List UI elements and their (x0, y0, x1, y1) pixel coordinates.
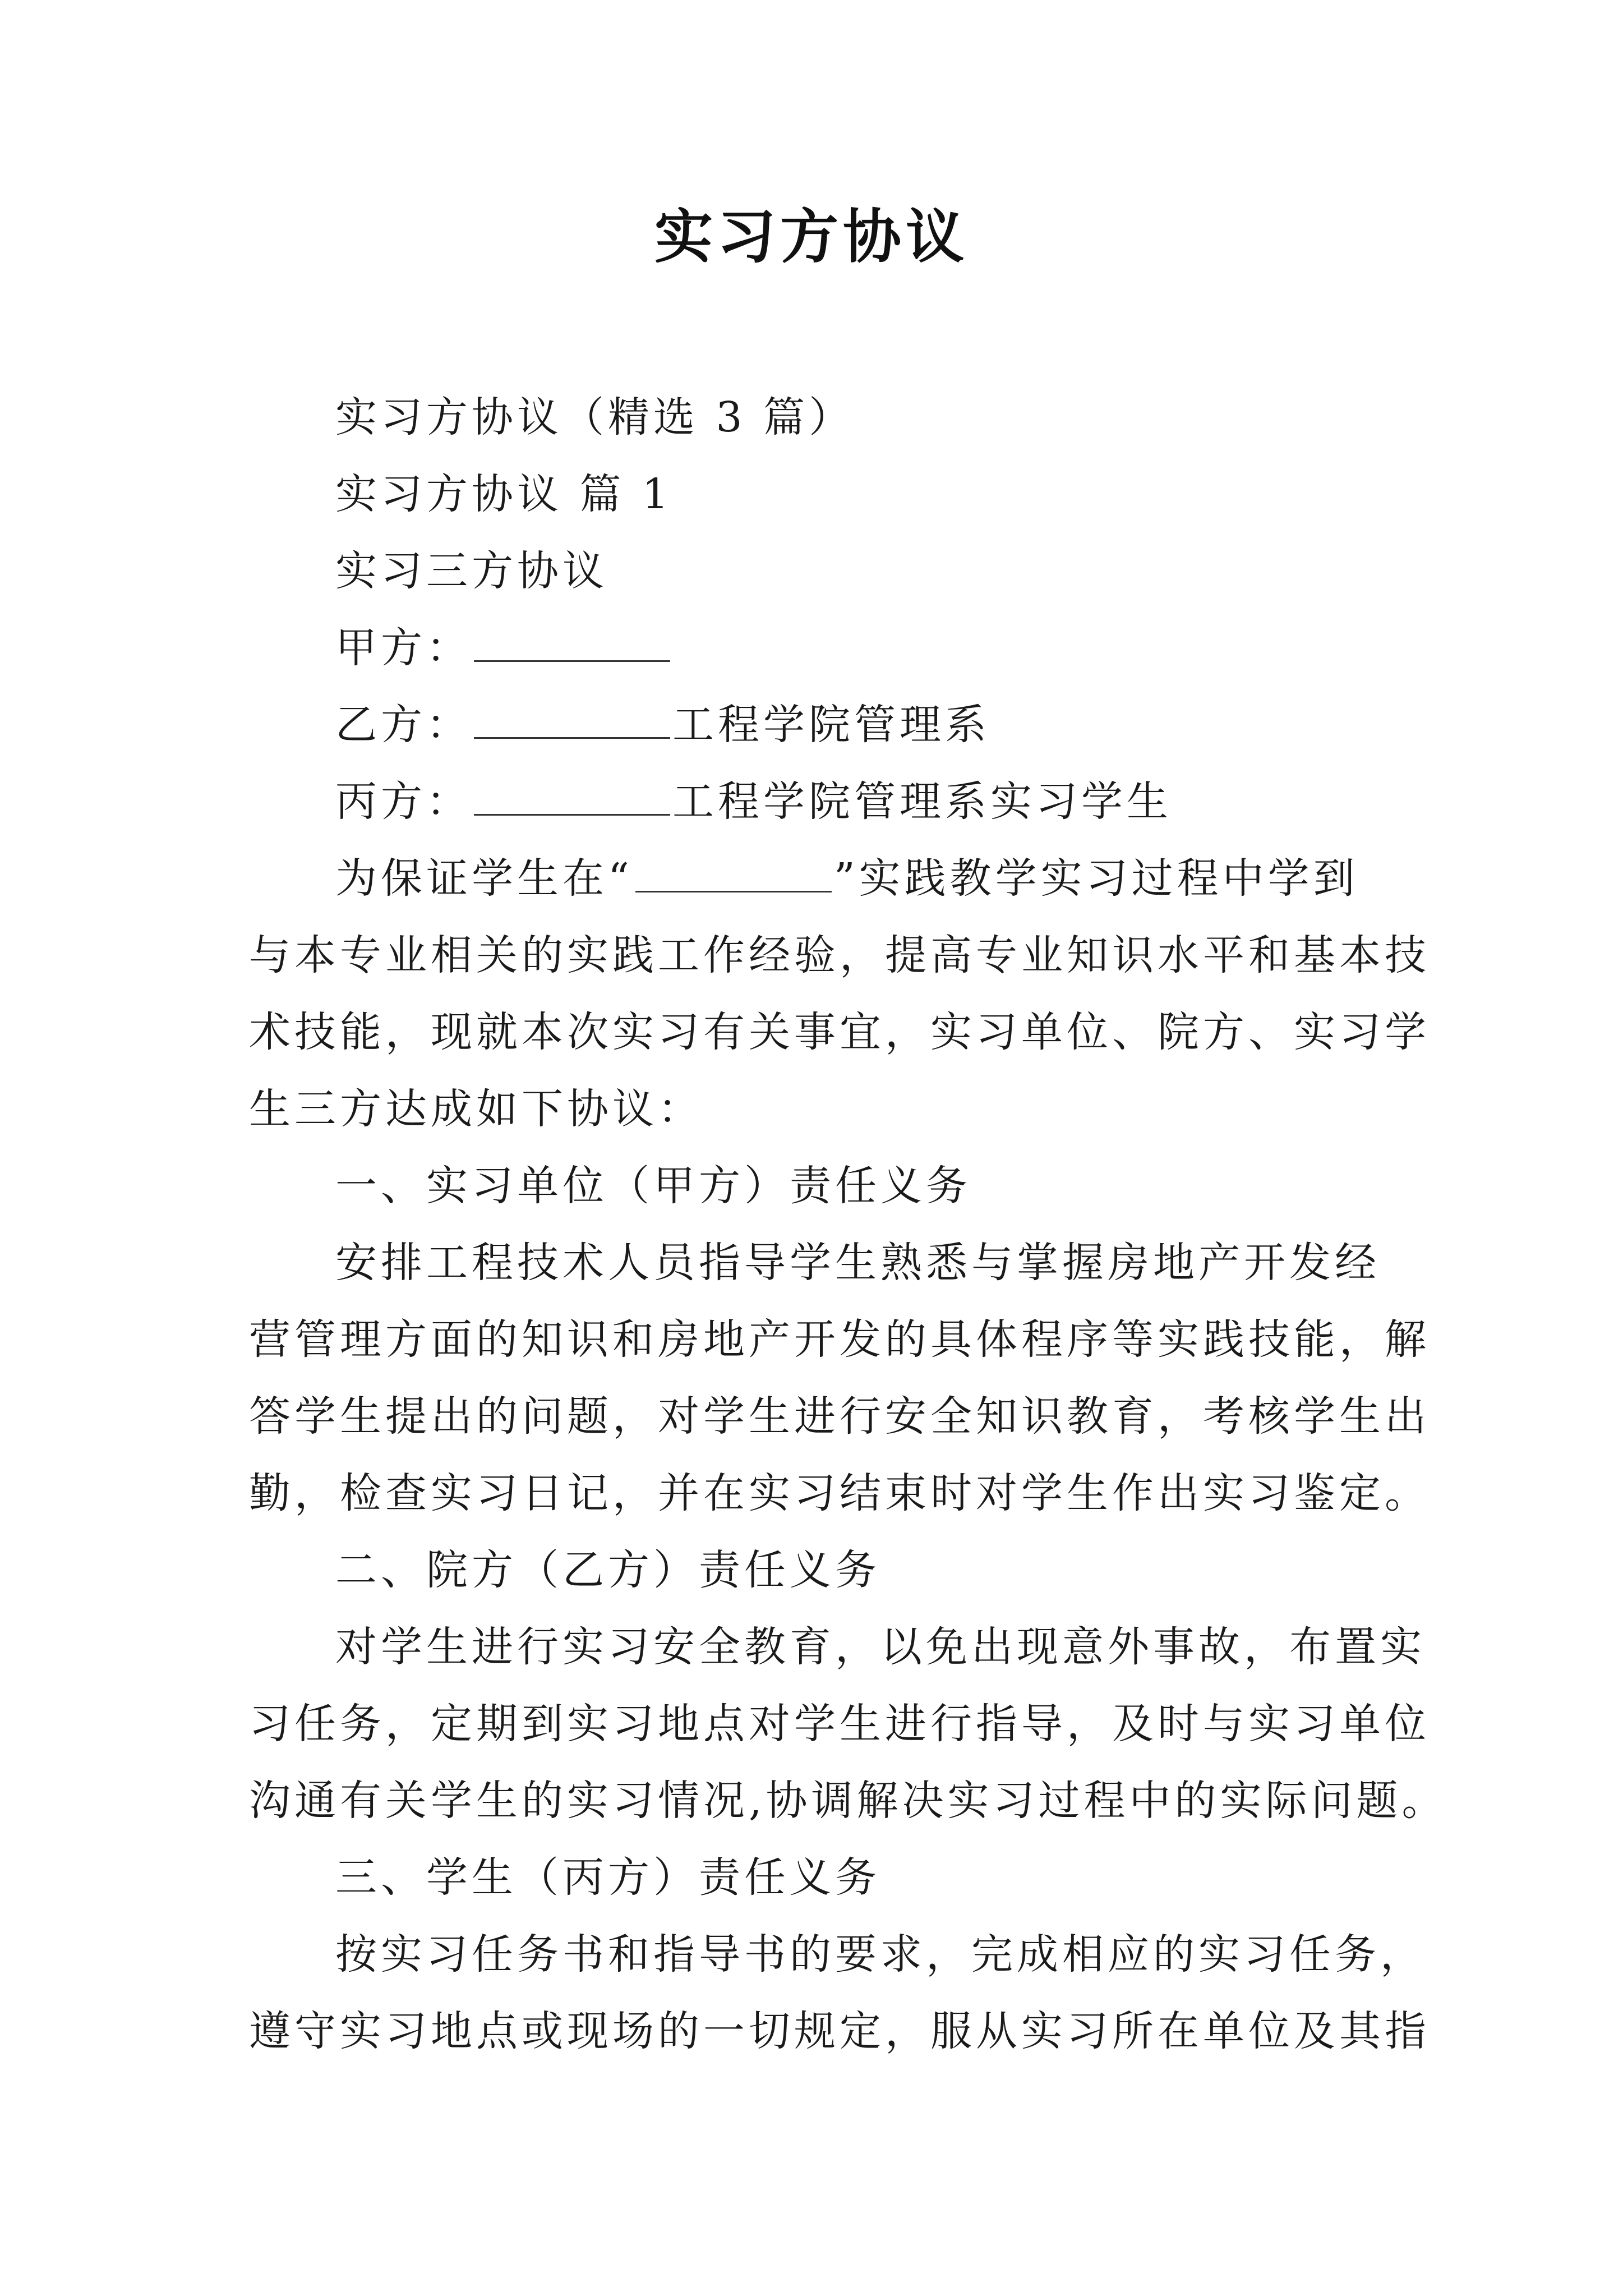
text-line: 生三方达成如下协议： (249, 1085, 703, 1133)
text-line: 安排工程技术人员指导学生熟悉与掌握房地产开发经 (335, 1239, 1380, 1287)
party-b-suffix: 工程学院管理系 (672, 701, 990, 749)
party-a-label: 甲方： (335, 624, 472, 672)
section-heading: 三、学生（丙方）责任义务 (335, 1853, 880, 1902)
party-c-suffix: 工程学院管理系实习学生 (672, 777, 1172, 826)
blank-underline (474, 779, 670, 816)
text-line: 实习方协议（精选 3 篇） (335, 393, 855, 441)
text-line: 实习三方协议 (335, 547, 608, 595)
party-b-line (249, 687, 1393, 763)
party-b-label: 乙方： (335, 701, 472, 749)
intro-prefix: 为保证学生在“ (335, 854, 633, 903)
text-line: 与本专业相关的实践工作经验，提高专业知识水平和基本技 (249, 931, 1430, 979)
document-body (249, 379, 1447, 2070)
text-line: 按实习任务书和指导书的要求，完成相应的实习任务， (335, 1930, 1426, 1978)
blank-underline (635, 856, 832, 892)
text-line: 实习方协议 篇 1 (335, 470, 673, 518)
intro-suffix: ”实践教学实习过程中学到 (833, 854, 1359, 903)
text-line: 术技能，现就本次实习有关事宜，实习单位、院方、实习学 (249, 1008, 1430, 1056)
text-line: 习任务，定期到实习地点对学生进行指导，及时与实习单位 (249, 1700, 1430, 1748)
section-heading: 二、院方（乙方）责任义务 (335, 1546, 880, 1594)
text-line: 勤，检查实习日记，并在实习结束时对学生作出实习鉴定。 (249, 1469, 1430, 1517)
party-a-line (249, 610, 1393, 687)
text-line: 遵守实习地点或现场的一切规定，服从实习所在单位及其指 (249, 2007, 1430, 2055)
blank-underline (474, 702, 670, 739)
text-line: 对学生进行实习安全教育，以免出现意外事故，布置实 (335, 1623, 1426, 1671)
intro-first-line (249, 840, 1393, 917)
party-c-label: 丙方： (335, 777, 472, 826)
text-line: 答学生提出的问题，对学生进行安全知识教育，考核学生出 (249, 1392, 1430, 1441)
text-line: 营管理方面的知识和房地产开发的具体程序等实践技能，解 (249, 1315, 1430, 1364)
blank-underline (474, 625, 670, 662)
document-title: 实习方协议 (654, 202, 969, 271)
text-line: 沟通有关学生的实习情况,协调解决实习过程中的实际问题。 (249, 1777, 1447, 1825)
party-c-line (249, 763, 1393, 840)
section-heading: 一、实习单位（甲方）责任义务 (335, 1162, 971, 1210)
